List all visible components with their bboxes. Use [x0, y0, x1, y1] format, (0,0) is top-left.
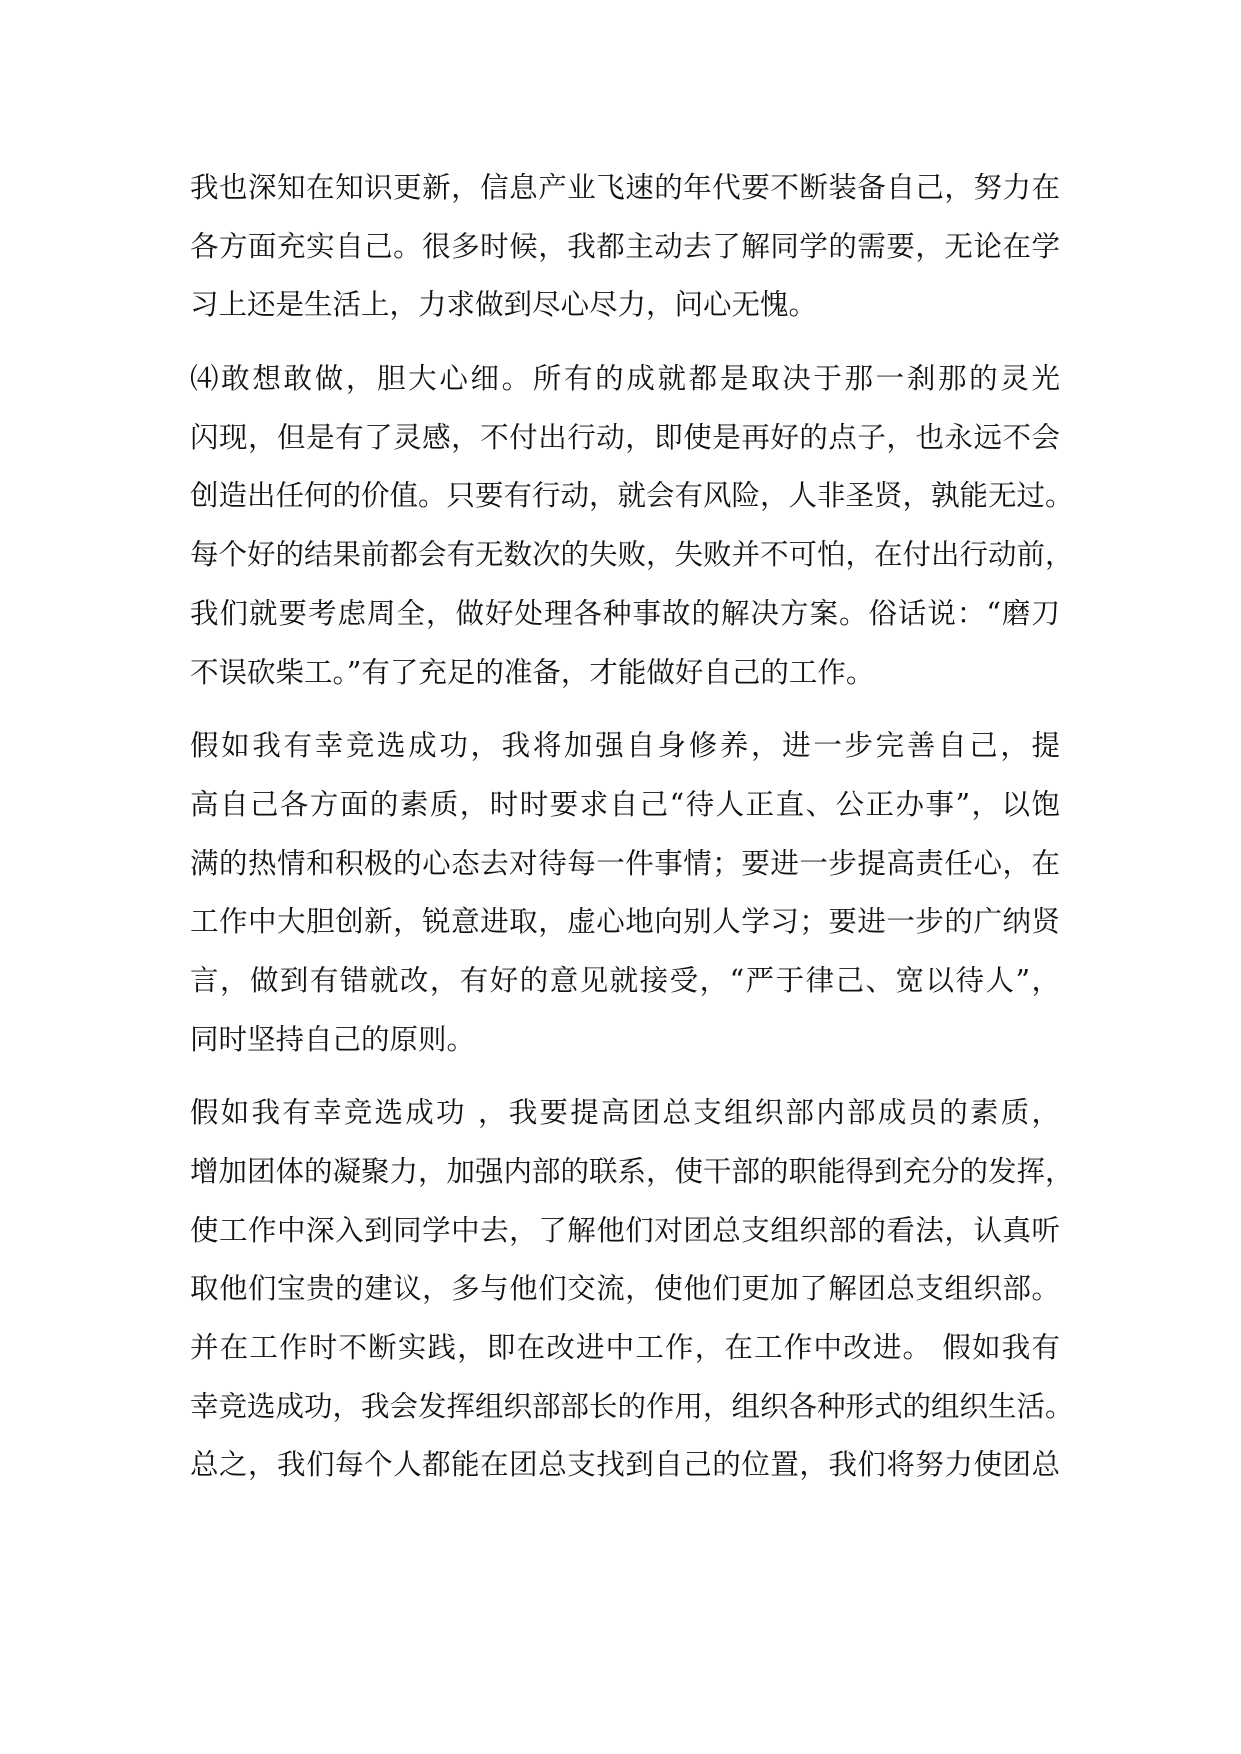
text-line: 我也深知在知识更新，信息产业飞速的年代要不断装备自己，努力在 — [190, 171, 1060, 204]
text-line: 幸竞选成功，我会发挥组织部部长的作用，组织各种形式的组织生活。 — [190, 1389, 1074, 1423]
text-line: 假如我有幸竞选成功，我将加强自身修养，进一步完善自己，提 — [190, 729, 1060, 763]
text-line: 取他们宝贵的建议，多与他们交流，使他们更加了解团总支组织部。 — [190, 1272, 1060, 1306]
text-line: 同时坚持自己的原则。 — [190, 1022, 476, 1056]
document-body — [190, 159, 1074, 1495]
text-line: 闪现，但是有了灵感，不付出行动，即使是再好的点子，也永远不会 — [190, 420, 1060, 454]
text-line: 习上还是生活上，力求做到尽心尽力，问心无愧。 — [190, 288, 818, 322]
text-line: 假如我有幸竞选成功 ，我要提高团总支组织部内部成员的素质， — [190, 1096, 1060, 1130]
text-line: 满的热情和积极的心态去对待每一件事情；要进一步提高责任心，在 — [190, 846, 1060, 880]
text-line: 增加团体的凝聚力，加强内部的联系，使干部的职能得到充分的发挥， — [190, 1155, 1074, 1188]
paragraph-3 — [190, 717, 1060, 1069]
text-line: 各方面充实自己。很多时候，我都主动去了解同学的需要，无论在学 — [190, 229, 1060, 263]
text-line: 不误砍柴工。”有了充足的准备，才能做好自己的工作。 — [190, 655, 875, 689]
text-line: 我们就要考虑周全，做好处理各种事故的解决方案。俗话说：“磨刀 — [190, 596, 1060, 630]
text-line: 高自己各方面的素质，时时要求自己“待人正直、公正办事”，以饱 — [190, 787, 1060, 821]
text-line: 使工作中深入到同学中去，了解他们对团总支组织部的看法，认真听 — [190, 1213, 1060, 1247]
paragraph-4 — [190, 1084, 1074, 1495]
text-line: 并在工作时不断实践，即在改进中工作，在工作中改进。 假如我有 — [190, 1331, 1060, 1365]
text-line: 言，做到有错就改，有好的意见就接受，“严于律己、宽以待人”， — [190, 963, 1060, 997]
text-line: ⑷敢想敢做，胆大心细。所有的成就都是取决于那一刹那的灵光 — [190, 362, 1060, 396]
paragraph-2 — [190, 350, 1074, 702]
paragraph-1 — [190, 159, 1060, 335]
text-line: 创造出任何的价值。只要有行动，就会有风险，人非圣贤，孰能无过。 — [190, 479, 1074, 513]
text-line: 每个好的结果前都会有无数次的失败，失败并不可怕，在付出行动前， — [190, 538, 1074, 572]
text-line: 总之，我们每个人都能在团总支找到自己的位置，我们将努力使团总 — [190, 1448, 1060, 1482]
text-line: 工作中大胆创新，锐意进取，虚心地向别人学习；要进一步的广纳贤 — [190, 905, 1060, 939]
